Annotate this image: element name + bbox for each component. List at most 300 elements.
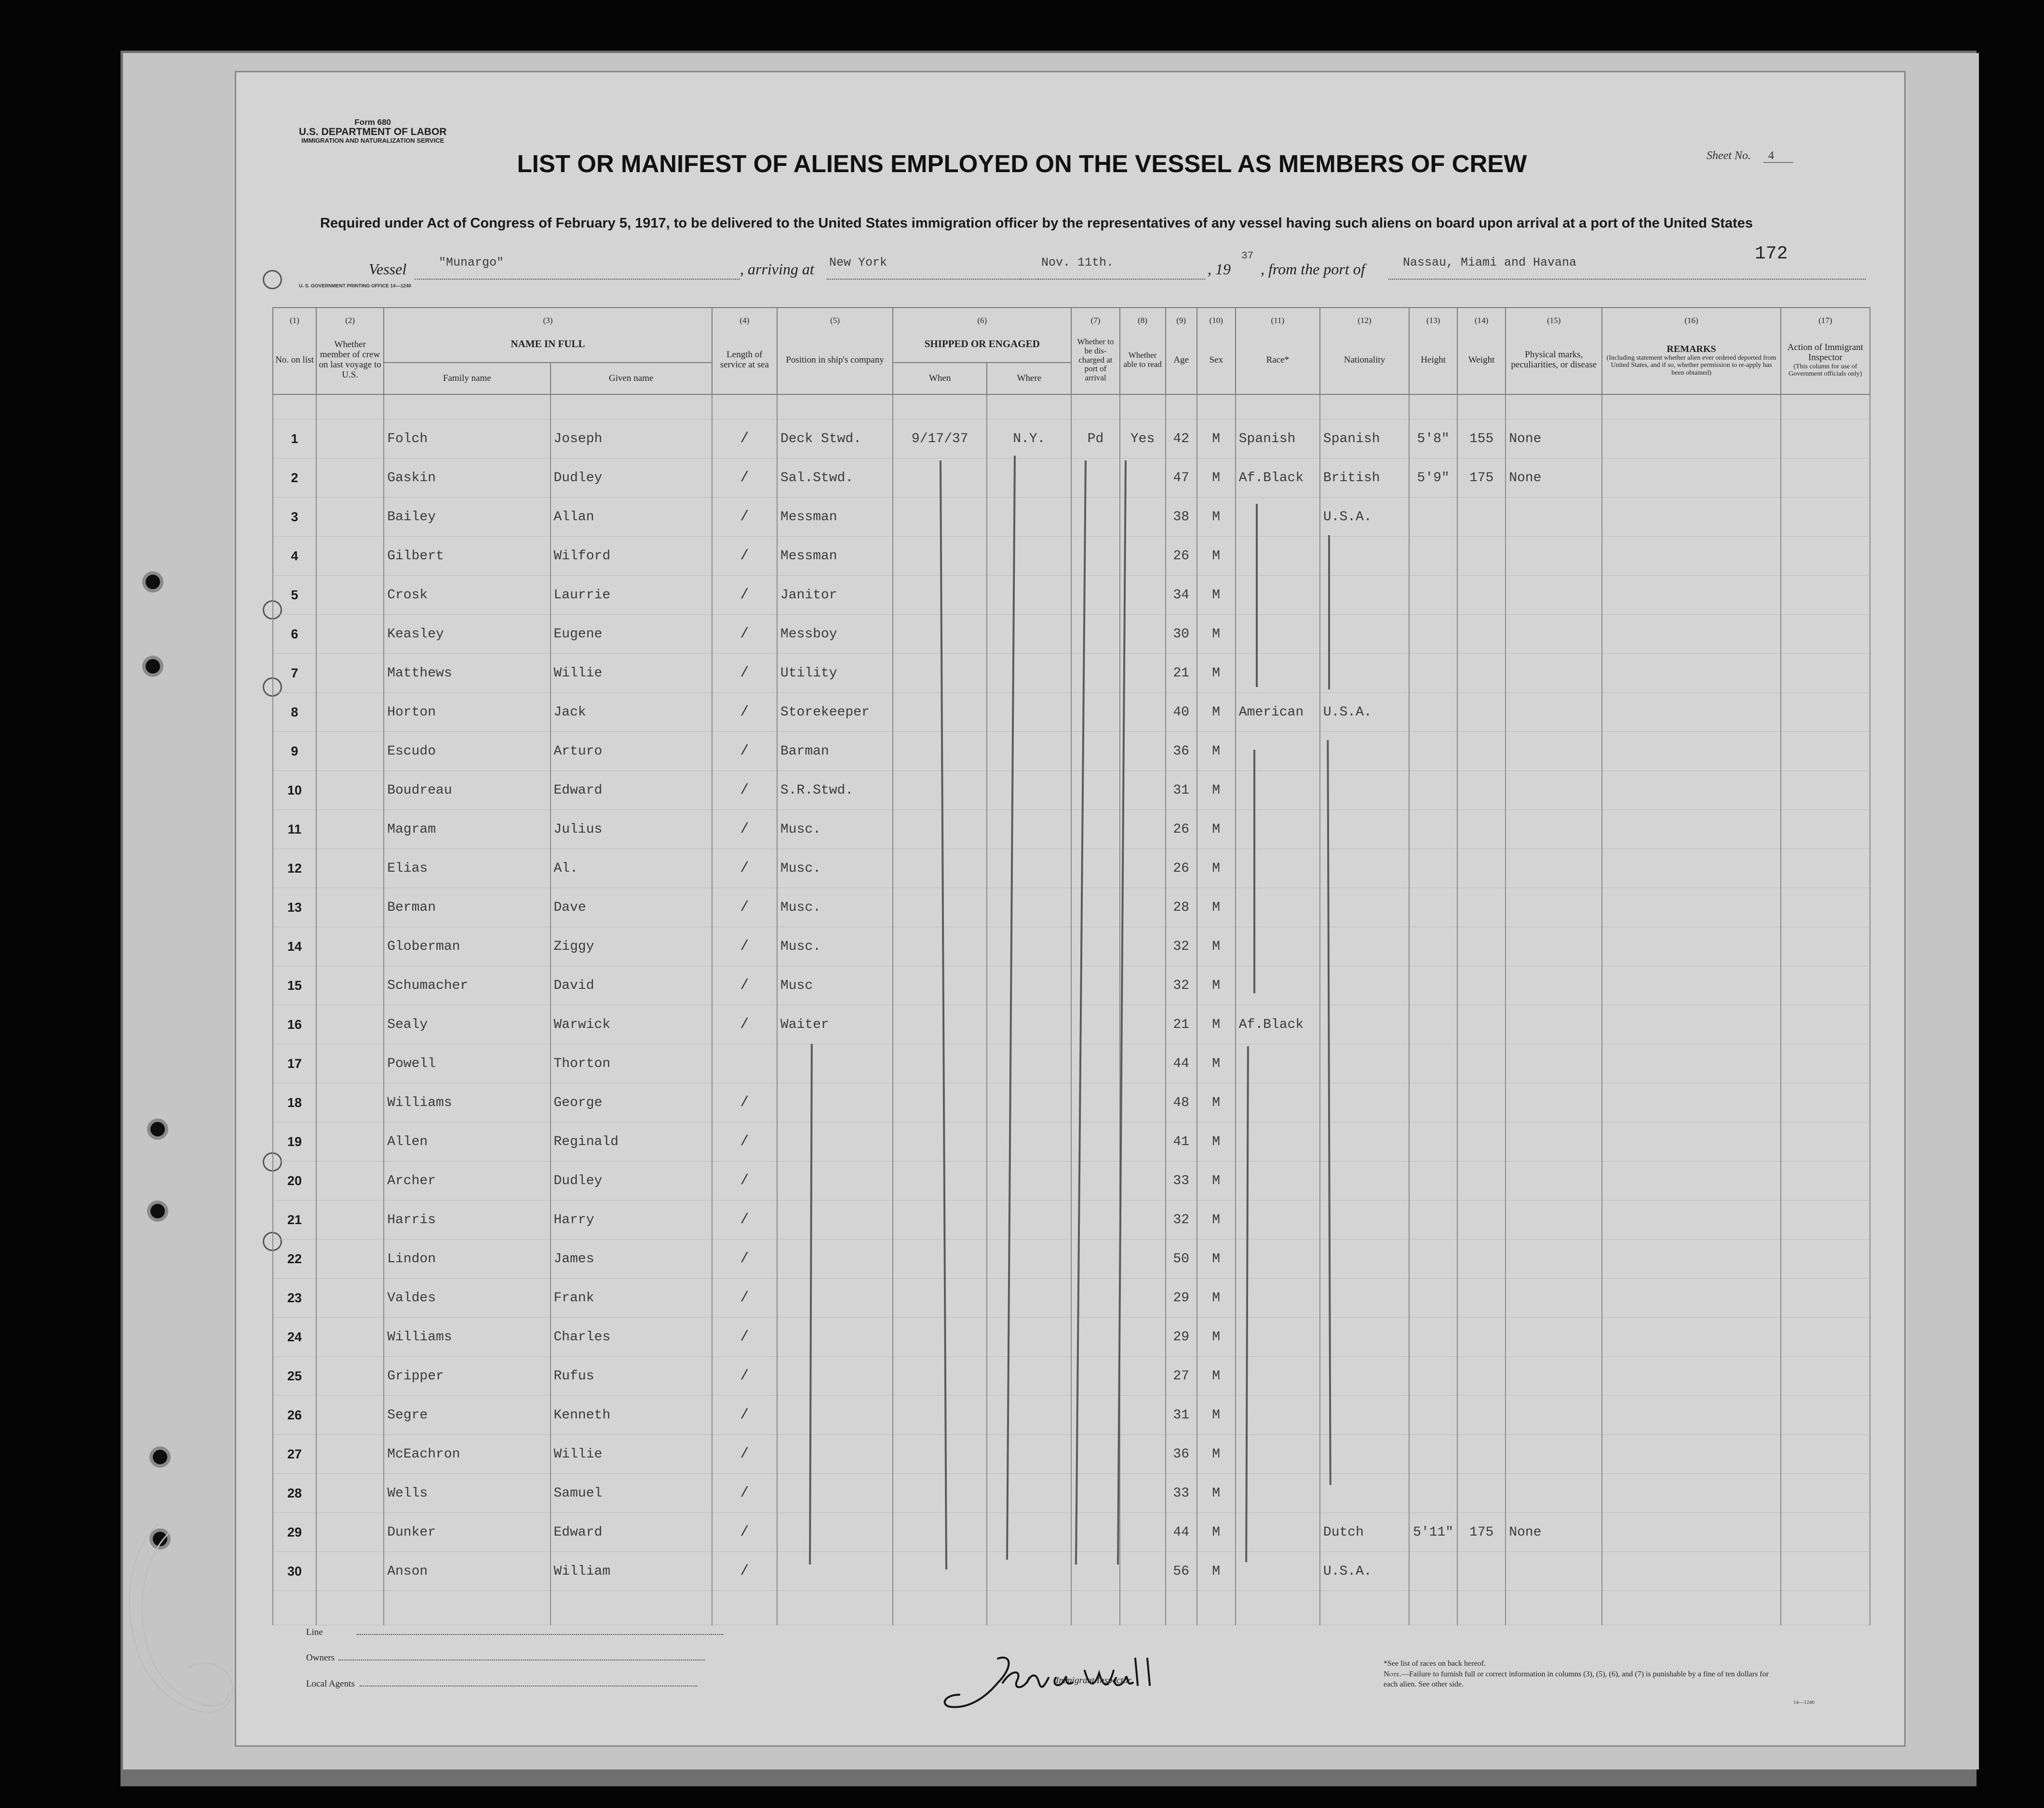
service-check: / xyxy=(712,1357,777,1396)
weight xyxy=(1457,1474,1506,1513)
col-9-num: (9) xyxy=(1166,308,1197,326)
punch-hole xyxy=(147,1119,168,1140)
shipped-where xyxy=(987,1513,1071,1552)
note-body: —Failure to furnish full or correct information in columns (3), (5), (6), and (7) is punishable by a fine of ten dollars for each alien. See other side. xyxy=(1384,1670,1769,1689)
weight xyxy=(1457,693,1506,732)
position xyxy=(777,1396,893,1435)
service-check: / xyxy=(712,537,777,576)
col-16-num: (16) xyxy=(1602,308,1780,326)
position: Storekeeper xyxy=(777,693,893,732)
col-8-num: (8) xyxy=(1120,308,1166,326)
sex: M xyxy=(1197,1161,1236,1201)
shipped-when xyxy=(893,888,987,927)
family-name: McEachron xyxy=(384,1435,550,1474)
service-check: / xyxy=(712,1122,777,1161)
physical-marks xyxy=(1506,810,1602,849)
height xyxy=(1409,1396,1457,1435)
local-agents-field xyxy=(306,1679,697,1689)
family-name: Williams xyxy=(384,1318,550,1357)
height xyxy=(1409,1083,1457,1122)
able-to-read xyxy=(1120,966,1166,1005)
nationality xyxy=(1320,1201,1409,1240)
service-check: / xyxy=(712,1318,777,1357)
shipped-where xyxy=(987,1435,1071,1474)
nationality: Dutch xyxy=(1320,1513,1409,1552)
blank-cell xyxy=(987,1591,1071,1625)
given-name: Allan xyxy=(551,498,712,537)
discharge-status xyxy=(1071,1513,1119,1552)
vessel-value: "Munargo" xyxy=(439,256,504,270)
list-number: 15 xyxy=(273,966,316,1005)
sex: M xyxy=(1197,849,1236,888)
discharge-status xyxy=(1071,888,1119,927)
family-name: Gilbert xyxy=(384,537,550,576)
race xyxy=(1236,888,1320,927)
position xyxy=(777,1552,893,1591)
able-to-read xyxy=(1120,498,1166,537)
height: 5'9" xyxy=(1409,459,1457,498)
service-check: / xyxy=(712,732,777,771)
inspector-action-cell xyxy=(1781,732,1870,771)
inspector-action-cell xyxy=(1781,927,1870,966)
blank-cell xyxy=(712,1591,777,1625)
shipped-where xyxy=(987,810,1071,849)
height xyxy=(1409,1318,1457,1357)
list-number: 21 xyxy=(273,1201,316,1240)
col-15-num: (15) xyxy=(1506,308,1602,326)
shipped-where xyxy=(987,459,1071,498)
sex: M xyxy=(1197,888,1236,927)
physical-marks xyxy=(1506,927,1602,966)
able-to-read xyxy=(1120,1083,1166,1122)
col-nationality: Nationality xyxy=(1320,326,1409,394)
inspector-action-cell xyxy=(1781,1201,1870,1240)
sex: M xyxy=(1197,1513,1236,1552)
crew-row xyxy=(273,771,1870,810)
height xyxy=(1409,1201,1457,1240)
sheet-number-field xyxy=(1707,149,1793,162)
service-check: / xyxy=(712,498,777,537)
age: 26 xyxy=(1166,849,1197,888)
shipped-where xyxy=(987,498,1071,537)
col-position: Position in ship's company xyxy=(777,326,893,394)
inspector-action-cell xyxy=(1781,1005,1870,1044)
age: 21 xyxy=(1166,1005,1197,1044)
list-number: 18 xyxy=(273,1083,316,1122)
given-name: Warwick xyxy=(551,1005,712,1044)
able-to-read xyxy=(1120,1396,1166,1435)
sex: M xyxy=(1197,1435,1236,1474)
able-to-read xyxy=(1120,1201,1166,1240)
inspector-action-cell xyxy=(1781,1435,1870,1474)
race xyxy=(1236,1474,1320,1513)
discharge-status: Pd xyxy=(1071,419,1119,459)
age: 41 xyxy=(1166,1122,1197,1161)
age: 32 xyxy=(1166,966,1197,1005)
blank-cell xyxy=(893,1591,987,1625)
col-4-num: (4) xyxy=(712,308,777,326)
shipped-where xyxy=(987,537,1071,576)
family-name: Horton xyxy=(384,693,550,732)
service-check: / xyxy=(712,888,777,927)
physical-marks xyxy=(1506,1396,1602,1435)
last-voyage-cell xyxy=(316,498,384,537)
physical-marks xyxy=(1506,966,1602,1005)
able-to-read xyxy=(1120,732,1166,771)
given-name: Edward xyxy=(551,771,712,810)
last-voyage-cell xyxy=(316,888,384,927)
given-name: Willie xyxy=(551,654,712,693)
race xyxy=(1236,1396,1320,1435)
shipped-where xyxy=(987,1318,1071,1357)
remarks-cell xyxy=(1602,693,1780,732)
shipped-when xyxy=(893,1279,987,1318)
last-voyage-cell xyxy=(316,1201,384,1240)
discharge-status xyxy=(1071,576,1119,615)
age: 56 xyxy=(1166,1552,1197,1591)
list-number: 19 xyxy=(273,1122,316,1161)
position xyxy=(777,1161,893,1201)
last-voyage-cell xyxy=(316,654,384,693)
family-name: Boudreau xyxy=(384,771,550,810)
list-number: 6 xyxy=(273,615,316,654)
crew-row xyxy=(273,1396,1870,1435)
service-check: / xyxy=(712,966,777,1005)
nationality xyxy=(1320,1435,1409,1474)
weight xyxy=(1457,1240,1506,1279)
shipped-where xyxy=(987,654,1071,693)
family-name: Lindon xyxy=(384,1240,550,1279)
height xyxy=(1409,1474,1457,1513)
punch-hole xyxy=(142,571,163,593)
ditto-line-race-a xyxy=(1256,504,1258,687)
remarks-cell xyxy=(1602,1318,1780,1357)
position: Musc. xyxy=(777,810,893,849)
family-name: Elias xyxy=(384,849,550,888)
service-check: / xyxy=(712,849,777,888)
height xyxy=(1409,654,1457,693)
service-check: / xyxy=(712,419,777,459)
remarks-cell xyxy=(1602,771,1780,810)
remarks-cell xyxy=(1602,849,1780,888)
position: Musc. xyxy=(777,888,893,927)
list-number: 28 xyxy=(273,1474,316,1513)
crew-row xyxy=(273,966,1870,1005)
nationality xyxy=(1320,966,1409,1005)
sex: M xyxy=(1197,1083,1236,1122)
race xyxy=(1236,615,1320,654)
year-prefix: , 19 xyxy=(1208,260,1231,278)
nationality xyxy=(1320,1044,1409,1083)
weight xyxy=(1457,966,1506,1005)
shipped-where xyxy=(987,1044,1071,1083)
nationality xyxy=(1320,615,1409,654)
list-number: 9 xyxy=(273,732,316,771)
remarks-cell xyxy=(1602,888,1780,927)
col-inspector-title: Action of Immigrant Inspector xyxy=(1787,342,1863,363)
sex: M xyxy=(1197,1201,1236,1240)
height xyxy=(1409,1435,1457,1474)
family-name: Valdes xyxy=(384,1279,550,1318)
last-voyage-cell xyxy=(316,1513,384,1552)
remarks-cell xyxy=(1602,1435,1780,1474)
height xyxy=(1409,732,1457,771)
list-number: 4 xyxy=(273,537,316,576)
inspector-action-cell xyxy=(1781,537,1870,576)
service-check: / xyxy=(712,1474,777,1513)
physical-marks xyxy=(1506,771,1602,810)
crew-row xyxy=(273,1279,1870,1318)
position: Messman xyxy=(777,537,893,576)
blank-cell xyxy=(1166,1591,1197,1625)
physical-marks xyxy=(1506,1044,1602,1083)
last-voyage-cell xyxy=(316,1396,384,1435)
discharge-status xyxy=(1071,771,1119,810)
age: 29 xyxy=(1166,1279,1197,1318)
list-number: 16 xyxy=(273,1005,316,1044)
remarks-cell xyxy=(1602,1279,1780,1318)
age: 29 xyxy=(1166,1318,1197,1357)
shipped-when xyxy=(893,1005,987,1044)
age: 36 xyxy=(1166,1435,1197,1474)
race xyxy=(1236,810,1320,849)
given-name: Al. xyxy=(551,849,712,888)
able-to-read xyxy=(1120,654,1166,693)
blank-cell xyxy=(1320,1591,1409,1625)
age: 42 xyxy=(1166,419,1197,459)
col-2-num: (2) xyxy=(316,308,384,326)
shipped-when xyxy=(893,1240,987,1279)
nationality: U.S.A. xyxy=(1320,1552,1409,1591)
col-12-num: (12) xyxy=(1320,308,1409,326)
physical-marks xyxy=(1506,1083,1602,1122)
given-name: Joseph xyxy=(551,419,712,459)
blank-cell xyxy=(1071,1591,1119,1625)
remarks-cell xyxy=(1602,1474,1780,1513)
list-number: 8 xyxy=(273,693,316,732)
able-to-read xyxy=(1120,1161,1166,1201)
crew-row xyxy=(273,1161,1870,1201)
col-remarks-title: REMARKS xyxy=(1667,343,1716,354)
last-voyage-cell xyxy=(316,1122,384,1161)
nationality xyxy=(1320,576,1409,615)
sex: M xyxy=(1197,576,1236,615)
shipped-when xyxy=(893,849,987,888)
last-voyage-cell xyxy=(316,1044,384,1083)
service-check: / xyxy=(712,1201,777,1240)
family-name: Keasley xyxy=(384,615,550,654)
blank-cell xyxy=(1120,1591,1166,1625)
position xyxy=(777,1435,893,1474)
nationality: U.S.A. xyxy=(1320,693,1409,732)
given-name: Reginald xyxy=(551,1122,712,1161)
remarks-cell xyxy=(1602,1122,1780,1161)
col-height: Height xyxy=(1409,326,1457,394)
height xyxy=(1409,849,1457,888)
list-number: 27 xyxy=(273,1435,316,1474)
shipped-when xyxy=(893,810,987,849)
col-7-num: (7) xyxy=(1071,308,1119,326)
height xyxy=(1409,576,1457,615)
last-voyage-cell xyxy=(316,732,384,771)
remarks-cell xyxy=(1602,498,1780,537)
list-number: 7 xyxy=(273,654,316,693)
list-number: 29 xyxy=(273,1513,316,1552)
age: 44 xyxy=(1166,1044,1197,1083)
last-voyage-cell xyxy=(316,849,384,888)
service-check: / xyxy=(712,1513,777,1552)
shipped-where xyxy=(987,1240,1071,1279)
ditto-line-race-b xyxy=(1253,750,1255,993)
position: Utility xyxy=(777,654,893,693)
position xyxy=(777,1474,893,1513)
inspector-action-cell xyxy=(1781,1396,1870,1435)
height xyxy=(1409,888,1457,927)
crew-row xyxy=(273,576,1870,615)
service-check xyxy=(712,1044,777,1083)
age: 27 xyxy=(1166,1357,1197,1396)
given-name: Dave xyxy=(551,888,712,927)
shipped-when xyxy=(893,1552,987,1591)
column-header-row xyxy=(273,326,1870,363)
remarks-cell xyxy=(1602,1357,1780,1396)
list-number: 20 xyxy=(273,1161,316,1201)
service-check: / xyxy=(712,1396,777,1435)
col-length-of-service: Length of service at sea xyxy=(712,326,777,394)
service-check: / xyxy=(712,1083,777,1122)
from-port-label: , from the port of xyxy=(1261,260,1365,278)
given-name: Charles xyxy=(551,1318,712,1357)
able-to-read xyxy=(1120,771,1166,810)
discharge-status xyxy=(1071,654,1119,693)
crew-manifest-table xyxy=(272,307,1870,1625)
weight xyxy=(1457,849,1506,888)
height xyxy=(1409,927,1457,966)
shipped-when xyxy=(893,771,987,810)
sex: M xyxy=(1197,1474,1236,1513)
race: American xyxy=(1236,693,1320,732)
list-number: 12 xyxy=(273,849,316,888)
crew-row xyxy=(273,459,1870,498)
arriving-rule xyxy=(827,279,1039,280)
note-penalty xyxy=(1384,1669,1779,1690)
blank-cell xyxy=(551,1591,712,1625)
crew-rows xyxy=(273,394,1870,1625)
shipped-when xyxy=(893,615,987,654)
family-name: Allen xyxy=(384,1122,550,1161)
able-to-read xyxy=(1120,693,1166,732)
discharge-status xyxy=(1071,1474,1119,1513)
age: 34 xyxy=(1166,576,1197,615)
blank-cell xyxy=(1236,1591,1320,1625)
from-port-value: Nassau, Miami and Havana xyxy=(1403,256,1577,270)
discharge-status xyxy=(1071,615,1119,654)
col-17-num: (17) xyxy=(1781,308,1870,326)
weight xyxy=(1457,654,1506,693)
given-name: Thorton xyxy=(551,1044,712,1083)
age: 32 xyxy=(1166,927,1197,966)
discharge-status xyxy=(1071,1005,1119,1044)
shipped-where xyxy=(987,576,1071,615)
last-voyage-cell xyxy=(316,1083,384,1122)
last-voyage-cell xyxy=(316,771,384,810)
family-name: Anson xyxy=(384,1552,550,1591)
spacer-row xyxy=(273,394,1870,419)
shipped-where xyxy=(987,927,1071,966)
list-number: 23 xyxy=(273,1279,316,1318)
sex: M xyxy=(1197,771,1236,810)
form-identifier xyxy=(299,118,446,144)
service-check: / xyxy=(712,810,777,849)
physical-marks xyxy=(1506,1240,1602,1279)
sex: M xyxy=(1197,1240,1236,1279)
able-to-read xyxy=(1120,537,1166,576)
shipped-when xyxy=(893,1513,987,1552)
given-name: George xyxy=(551,1083,712,1122)
race xyxy=(1236,1435,1320,1474)
printer-line: U. S. GOVERNMENT PRINTING OFFICE 14—1240 xyxy=(299,283,411,289)
service-check: / xyxy=(712,615,777,654)
shipped-when xyxy=(893,1357,987,1396)
crew-row xyxy=(273,615,1870,654)
crew-row xyxy=(273,1435,1870,1474)
given-name: Ziggy xyxy=(551,927,712,966)
age: 40 xyxy=(1166,693,1197,732)
family-name: Schumacher xyxy=(384,966,550,1005)
crew-row xyxy=(273,1044,1870,1083)
able-to-read xyxy=(1120,1240,1166,1279)
inspector-action-cell xyxy=(1781,1318,1870,1357)
sex: M xyxy=(1197,1122,1236,1161)
page-title: LIST OR MANIFEST OF ALIENS EMPLOYED ON THE VESSEL AS MEMBERS OF CREW xyxy=(517,150,1527,177)
given-name: Arturo xyxy=(551,732,712,771)
nationality xyxy=(1320,1396,1409,1435)
crew-row xyxy=(273,927,1870,966)
crew-row xyxy=(273,1552,1870,1591)
given-name: Frank xyxy=(551,1279,712,1318)
able-to-read xyxy=(1120,1318,1166,1357)
weight xyxy=(1457,771,1506,810)
last-voyage-cell xyxy=(316,419,384,459)
given-name: Dudley xyxy=(551,459,712,498)
last-voyage-cell xyxy=(316,693,384,732)
inspector-action-cell xyxy=(1781,771,1870,810)
col-1-num: (1) xyxy=(273,308,316,326)
crew-row xyxy=(273,1005,1870,1044)
physical-marks xyxy=(1506,615,1602,654)
remarks-cell xyxy=(1602,966,1780,1005)
discharge-status xyxy=(1071,1044,1119,1083)
height xyxy=(1409,1161,1457,1201)
discharge-status xyxy=(1071,1435,1119,1474)
shipped-when xyxy=(893,966,987,1005)
physical-marks xyxy=(1506,1552,1602,1591)
year-suffix: 37 xyxy=(1241,251,1254,262)
inspector-action-cell xyxy=(1781,1240,1870,1279)
shipped-where xyxy=(987,849,1071,888)
race: Af.Black xyxy=(1236,459,1320,498)
weight xyxy=(1457,927,1506,966)
print-code: 14—1240 xyxy=(1793,1700,1815,1705)
nationality xyxy=(1320,1318,1409,1357)
race xyxy=(1236,1513,1320,1552)
sex: M xyxy=(1197,732,1236,771)
shipped-when xyxy=(893,927,987,966)
sex: M xyxy=(1197,459,1236,498)
vessel-rule xyxy=(415,279,740,280)
able-to-read: Yes xyxy=(1120,419,1166,459)
blank-row xyxy=(273,1591,1870,1625)
